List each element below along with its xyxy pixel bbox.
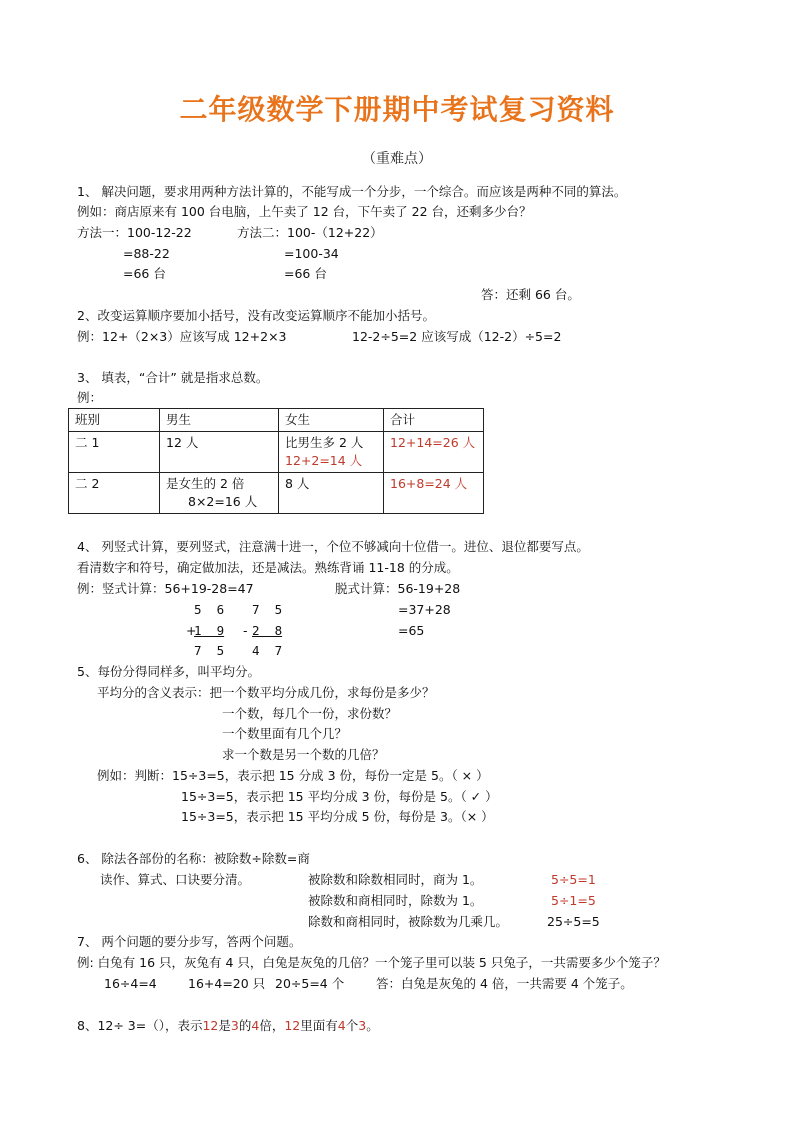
s6-rule-1-example: 5÷5=1 <box>551 872 596 887</box>
page-title: 二年级数学下册期中考试复习资料 <box>179 93 615 126</box>
s2-example-b: 12-2÷5=2 应该写成（12-2）÷5=2 <box>352 329 562 344</box>
s7-answer: 答：白兔是灰兔的 4 倍，一共需要 4 个笼子。 <box>376 976 633 991</box>
s1-method2-line3: =66 台 <box>284 266 327 281</box>
girls-desc: 比男生多 2 人 <box>285 435 364 450</box>
v1-op: + <box>186 623 197 638</box>
s4-heading: 4、 列竖式计算，要列竖式，注意满十进一，个位不够减向十位借一。进位、退位都要写点。 <box>77 539 589 554</box>
s6-rule-1: 被除数和除数相同时，商为 1。 <box>308 872 483 887</box>
s8-text: 的 <box>238 1018 252 1033</box>
v1-top: 5 6 <box>194 602 225 617</box>
s1-method1-line1: 方法一：100-12-22 <box>77 225 192 240</box>
table-header-cell: 女生 <box>279 409 384 432</box>
s8-num: 3 <box>358 1018 367 1033</box>
table-cell-boys: 12 人 <box>160 432 279 473</box>
table-cell-girls <box>279 432 384 473</box>
s1-method1-line3: =66 台 <box>123 266 166 281</box>
table-cell-boys <box>160 473 279 514</box>
s8-num: 12 <box>202 1018 219 1033</box>
s1-method2-line2: =100-34 <box>284 246 339 261</box>
s8-text: 里面有 <box>300 1018 338 1033</box>
s5-judge-2: 15÷3=5，表示把 15 平均分成 3 份，每份是 5。（ ✓ ） <box>181 789 498 804</box>
table-cell-girls: 8 人 <box>279 473 384 514</box>
table-cell-class: 二 2 <box>69 473 160 514</box>
s3-example: 例： <box>77 390 103 405</box>
s8-text: 个 <box>345 1018 359 1033</box>
boys-calc: 8×2=16 人 <box>188 494 258 509</box>
s1-answer: 答：还剩 66 台。 <box>481 287 580 302</box>
table-header-cell: 班别 <box>69 409 160 432</box>
fill-table <box>68 408 484 514</box>
v1-result: 7 5 <box>194 643 225 658</box>
s1-example: 例如：商店原来有 100 台电脑，上午卖了 12 台，下午卖了 22 台，还剩多少台？ <box>77 204 532 219</box>
s6-rule-3-example: 25÷5=5 <box>547 914 600 929</box>
free-line3: =65 <box>398 623 425 638</box>
s7-example: 例: 白兔有 16 只，灰兔有 4 只，白兔是灰兔的几倍？一个笼子里可以装 5 只兔子，一共需要多少个笼子？ <box>77 955 666 970</box>
s8-num: 12 <box>284 1018 301 1033</box>
s5-judge-1: 例如：判断：15÷3=5，表示把 15 分成 3 份，每份一定是 5。（ × ） <box>97 768 489 783</box>
page-subtitle: （重难点） <box>362 151 432 167</box>
s6-read: 读作、算式、口诀要分清。 <box>100 872 251 887</box>
girls-calc: 12+2=14 人 <box>285 453 363 468</box>
s8-num: 4 <box>337 1018 346 1033</box>
s4-free-label: 脱式计算：56-19+28 <box>335 581 461 596</box>
s8-text: 。 <box>366 1018 379 1033</box>
s5-meaning-4: 求一个数是另一个数的几倍？ <box>222 747 385 762</box>
s8-text: 是 <box>218 1018 231 1033</box>
s5-heading: 5、每份分得同样多，叫平均分。 <box>77 664 260 679</box>
s7-heading: 7、 两个问题的要分步写，答两个问题。 <box>77 934 302 949</box>
s1-method1-line2: =88-22 <box>123 246 170 261</box>
v2-top: 7 5 <box>252 602 283 617</box>
v1-num: 1 9 <box>194 623 225 638</box>
s5-meaning-2: 一个数，每几个一份，求份数？ <box>222 706 398 721</box>
s5-meaning: 平均分的含义表示：把一个数平均分成几份，求每份是多少？ <box>97 685 435 700</box>
s5-judge-3: 15÷3=5，表示把 15 平均分成 5 份，每份是 3。（× ） <box>181 809 494 824</box>
s8-num: 4 <box>251 1018 260 1033</box>
s4-line2: 看清数字和符号，确定做加法，还是减法。熟练背诵 11-18 的分成。 <box>77 560 459 575</box>
s8-text: 8、12÷ 3=（），表示 <box>77 1018 203 1033</box>
s7-calc-2: 16+4=20 只 <box>188 976 266 991</box>
v2-op: - <box>243 623 248 638</box>
s6-rule-3: 除数和商相同时，被除数为几乘几。 <box>308 914 509 929</box>
table-cell-class: 二 1 <box>69 432 160 473</box>
table-header-row <box>69 409 484 432</box>
boys-desc: 是女生的 2 倍 <box>166 476 245 491</box>
s6-heading: 6、 除法各部份的名称：被除数÷除数=商 <box>77 851 310 866</box>
v2-num: 2 8 <box>252 623 283 638</box>
s1-heading: 1、 解决问题，要求用两种方法计算的，不能写成一个分步，一个综合。而应该是两种不同的算法。 <box>77 184 627 199</box>
s8-text: 倍， <box>259 1018 285 1033</box>
table-cell-total: 12+14=26 人 <box>384 432 484 473</box>
s3-heading: 3、 填表，“合计” 就是指求总数。 <box>77 370 269 385</box>
v2-result: 4 7 <box>252 643 283 658</box>
s6-rule-2: 被除数和商相同时，除数为 1。 <box>308 893 483 908</box>
s7-calc-3: 20÷5=4 个 <box>275 976 345 991</box>
s5-meaning-3: 一个数里面有几个几？ <box>222 726 348 741</box>
s2-heading: 2、改变运算顺序要加小括号，没有改变运算顺序不能加小括号。 <box>77 308 435 323</box>
free-line2: =37+28 <box>398 602 451 617</box>
table-cell-total: 16+8=24 人 <box>384 473 484 514</box>
table-row <box>69 432 484 473</box>
s8-line <box>77 1018 379 1034</box>
s4-vertical-label: 例：竖式计算：56+19-28=47 <box>77 581 254 596</box>
table-header-cell: 男生 <box>160 409 279 432</box>
s8-num: 3 <box>230 1018 239 1033</box>
s6-rule-2-example: 5÷1=5 <box>551 893 596 908</box>
s7-calc-1: 16÷4=4 <box>104 976 157 991</box>
table-header-cell: 合计 <box>384 409 484 432</box>
s1-method2-line1: 方法二：100-（12+22） <box>237 225 383 240</box>
s2-example-a: 例：12+（2×3）应该写成 12+2×3 <box>77 329 287 344</box>
table-row <box>69 473 484 514</box>
